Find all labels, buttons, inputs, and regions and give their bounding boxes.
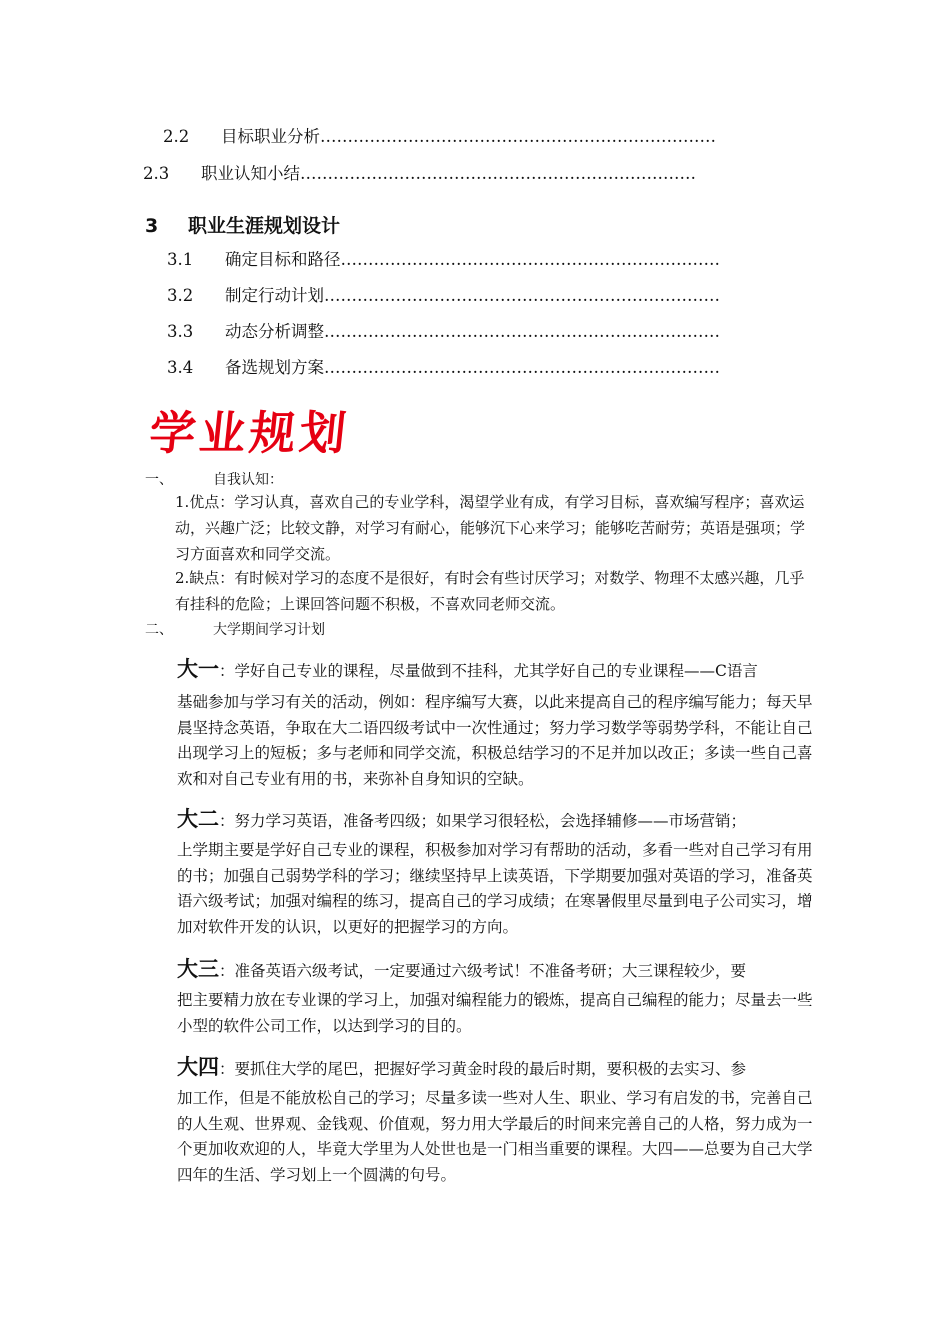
section-number: 一、: [145, 472, 173, 488]
year-1-lead: [177, 653, 758, 683]
section-1-heading: [145, 469, 283, 489]
toc-item-3-2: [167, 286, 720, 306]
toc-item-2-2: [163, 127, 716, 147]
toc-number: 2.3: [143, 164, 170, 183]
toc-number: 3.3: [167, 322, 194, 341]
toc-number: 3.4: [167, 358, 194, 377]
year-3-body: 把主要精力放在专业课的学习上，加强对编程能力的锻炼，提高自己编程的能力；尽量去一些小型的软件公司工作，以达到学习的目的。: [177, 991, 813, 1035]
toc-item-3-4: [167, 358, 720, 378]
year-label: 大三: [177, 957, 219, 981]
chapter-number: 3: [145, 215, 159, 237]
section-title: 自我认知：: [213, 472, 283, 488]
page-title: 学业规划: [146, 406, 353, 460]
year-3-lead: [177, 953, 746, 983]
toc-item-3-1: [167, 250, 720, 270]
chapter-title: 职业生涯规划设计: [188, 215, 341, 237]
year-label: 大一: [177, 657, 219, 681]
toc-entry-text: 备选规划方案………………………………………………………………: [225, 358, 720, 377]
toc-number: 3.1: [167, 250, 194, 269]
weaknesses-paragraph: 2.缺点：有时候对学习的态度不是很好，有时会有些讨厌学习；对数学、物理不太感兴趣，几乎有挂科的危险；上课回答问题不积极，不喜欢同老师交流。: [175, 569, 805, 613]
toc-number: 2.2: [163, 127, 190, 146]
toc-entry-text: 职业认知小结………………………………………………………………: [201, 164, 696, 183]
toc-item-2-3: [143, 164, 696, 184]
toc-entry-text: 动态分析调整………………………………………………………………: [225, 322, 720, 341]
year-label: 大四: [177, 1055, 219, 1079]
toc-item-3-3: [167, 322, 720, 342]
strengths-paragraph: 1.优点：学习认真，喜欢自己的专业学科，渴望学业有成，有学习目标，喜欢编写程序；喜欢运动，兴趣广泛；比较文静，对学习有耐心，能够沉下心来学习；能够吃苦耐劳；英语是强项；学习方面喜欢和同学交流。: [175, 493, 806, 563]
year-1-body: 基础参加与学习有关的活动，例如：程序编写大赛，以此来提高自己的程序编写能力；每天早晨坚持念英语，争取在大二语四级考试中一次性通过；努力学习数学等弱势学科，不能让自己出现学习上的短板；多与老师和同学交流，积极总结学习的不足并加以改正；多读一些自己喜欢和对自己专业有用的书，来弥补自身知识的空缺。: [177, 693, 813, 788]
year-4-lead: [177, 1051, 746, 1081]
toc-entry-text: 目标职业分析………………………………………………………………: [221, 127, 716, 146]
year-4-body: 加工作，但是不能放松自己的学习；尽量多读一些对人生、职业、学习有启发的书，完善自己的人生观、世界观、金钱观、价值观，努力用大学最后的时间来完善自己的人格，努力成为一个更加收欢迎的人，毕竟大学里为人处世也是一门相当重要的课程。大四——总要为自己大学四年的生活、学习划上一个圆满的句号。: [177, 1089, 813, 1184]
section-title: 大学期间学习计划: [213, 622, 325, 638]
toc-number: 3.2: [167, 286, 194, 305]
section-number: 二、: [145, 622, 173, 638]
year-label: 大二: [177, 807, 219, 831]
section-2-heading: [145, 619, 325, 639]
year-lead-text: ：努力学习英语，准备考四级；如果学习很轻松，会选择辅修——市场营销；: [219, 812, 747, 830]
year-lead-text: ：要抓住大学的尾巴，把握好学习黄金时段的最后时期，要积极的去实习、参: [219, 1060, 747, 1078]
year-2-lead: [177, 803, 746, 833]
chapter-3-heading: [145, 211, 340, 238]
toc-entry-text: 确定目标和路径……………………………………………………………: [225, 250, 720, 269]
year-lead-text: ：准备英语六级考试，一定要通过六级考试！不准备考研；大三课程较少，要: [219, 962, 747, 980]
year-2-body: 上学期主要是学好自己专业的课程，积极参加对学习有帮助的活动，多看一些对自己学习有用的书；加强自己弱势学科的学习；继续坚持早上读英语，下学期要加强对英语的学习，准备英语六级考试；加强对编程的练习，提高自己的学习成绩；在寒暑假里尽量到电子公司实习，增加对软件开发的认识，以更好的把握学习的方向。: [177, 841, 813, 936]
toc-entry-text: 制定行动计划………………………………………………………………: [225, 286, 720, 305]
year-lead-text: ：学好自己专业的课程，尽量做到不挂科，尤其学好自己的专业课程——C语言: [219, 662, 758, 680]
